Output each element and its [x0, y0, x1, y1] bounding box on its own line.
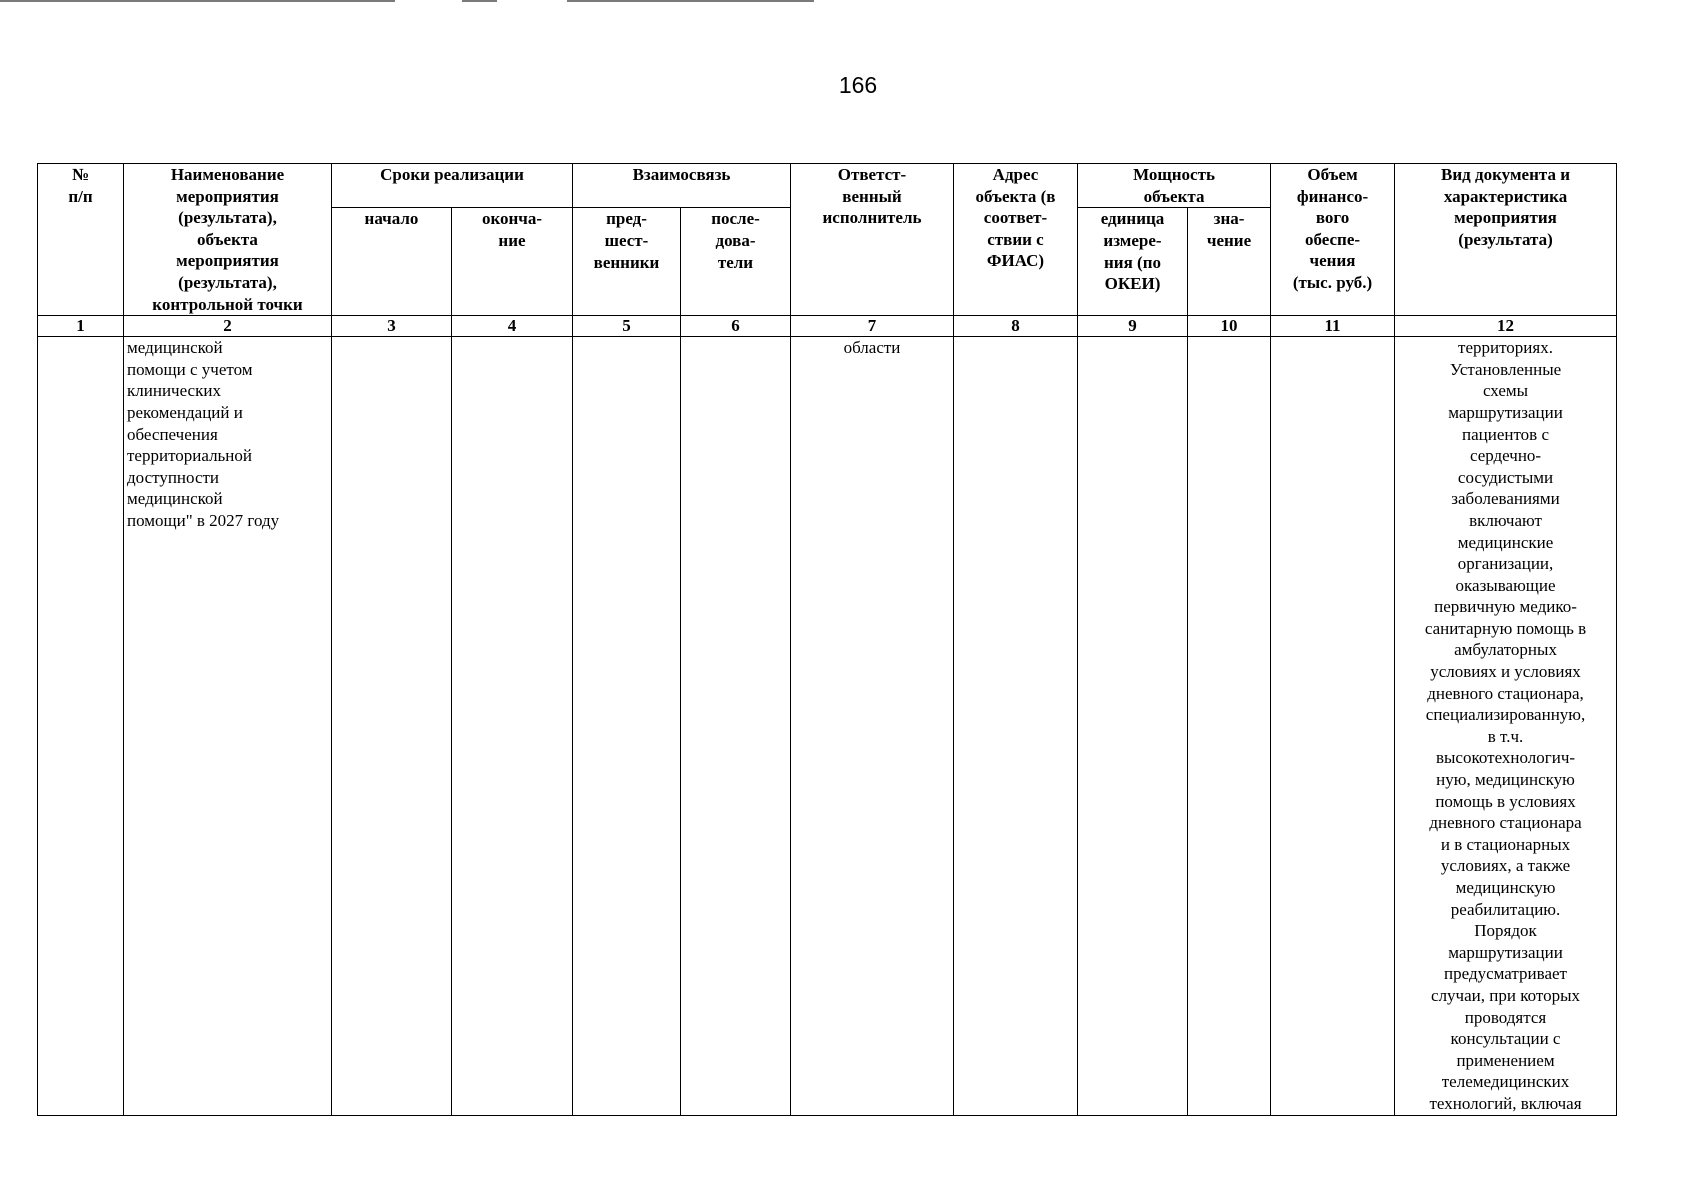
column-number: 12	[1395, 316, 1617, 337]
header-terms: Сроки реализации	[332, 164, 573, 208]
cell-doc-description: территориях. Установленные схемы маршрутизации пациентов с сердечно- сосудистыми заболеваниями включают медицинские организации, оказывающие первичную медико- санитарную помощь в амбулаторных условиях и условиях дневного стационара, специализированную, в т.ч. высокотехнологич- ную, медицинскую помощь в условиях дневного стационара и в стационарных условиях, а также медицинскую реабилитацию. Порядок маршрутизации предусматривает случаи, при которых проводятся консультации с применением телемедицинских технологий, включая	[1395, 337, 1617, 1116]
cell-num	[38, 337, 124, 1116]
column-number: 8	[954, 316, 1078, 337]
scan-edge-line	[462, 0, 497, 2]
cell-start	[332, 337, 452, 1116]
column-number: 1	[38, 316, 124, 337]
header-capacity: Мощность объекта	[1078, 164, 1271, 208]
header-value: зна- чение	[1188, 208, 1271, 316]
header-name: Наименование мероприятия (результата), объекта мероприятия (результата), контрольной точки	[124, 164, 332, 316]
table-row	[38, 337, 1617, 1116]
header-address: Адрес объекта (в соответ- ствии с ФИАС)	[954, 164, 1078, 316]
header-predecessors: пред- шест- венники	[573, 208, 681, 316]
scan-edge-line	[0, 0, 395, 2]
header-relation: Взаимосвязь	[573, 164, 791, 208]
cell-unit	[1078, 337, 1188, 1116]
header-end: оконча- ние	[452, 208, 573, 316]
column-number: 2	[124, 316, 332, 337]
column-number: 9	[1078, 316, 1188, 337]
page-number: 166	[838, 72, 878, 98]
column-number-row	[38, 316, 1617, 337]
table-header	[38, 164, 1617, 337]
column-number: 10	[1188, 316, 1271, 337]
scan-edge-line	[567, 0, 814, 2]
header-num: № п/п	[38, 164, 124, 316]
header-successors: после- дова- тели	[681, 208, 791, 316]
column-number: 7	[791, 316, 954, 337]
column-number: 4	[452, 316, 573, 337]
column-number: 5	[573, 316, 681, 337]
header-unit: единица измере- ния (по ОКЕИ)	[1078, 208, 1188, 316]
column-number: 6	[681, 316, 791, 337]
header-doc: Вид документа и характеристика мероприятия (результата)	[1395, 164, 1617, 316]
activity-table	[37, 163, 1617, 1116]
cell-finance	[1271, 337, 1395, 1116]
cell-successors	[681, 337, 791, 1116]
header-responsible: Ответст- венный исполнитель	[791, 164, 954, 316]
cell-address	[954, 337, 1078, 1116]
column-number: 11	[1271, 316, 1395, 337]
header-start: начало	[332, 208, 452, 316]
cell-name: медицинской помощи с учетом клинических рекомендаций и обеспечения территориальной доступности медицинской помощи" в 2027 году	[124, 337, 332, 1116]
cell-value	[1188, 337, 1271, 1116]
cell-predecessors	[573, 337, 681, 1116]
column-number: 3	[332, 316, 452, 337]
cell-end	[452, 337, 573, 1116]
header-finance: Объем финансо- вого обеспе- чения (тыс. руб.)	[1271, 164, 1395, 316]
cell-responsible: области	[791, 337, 954, 1116]
